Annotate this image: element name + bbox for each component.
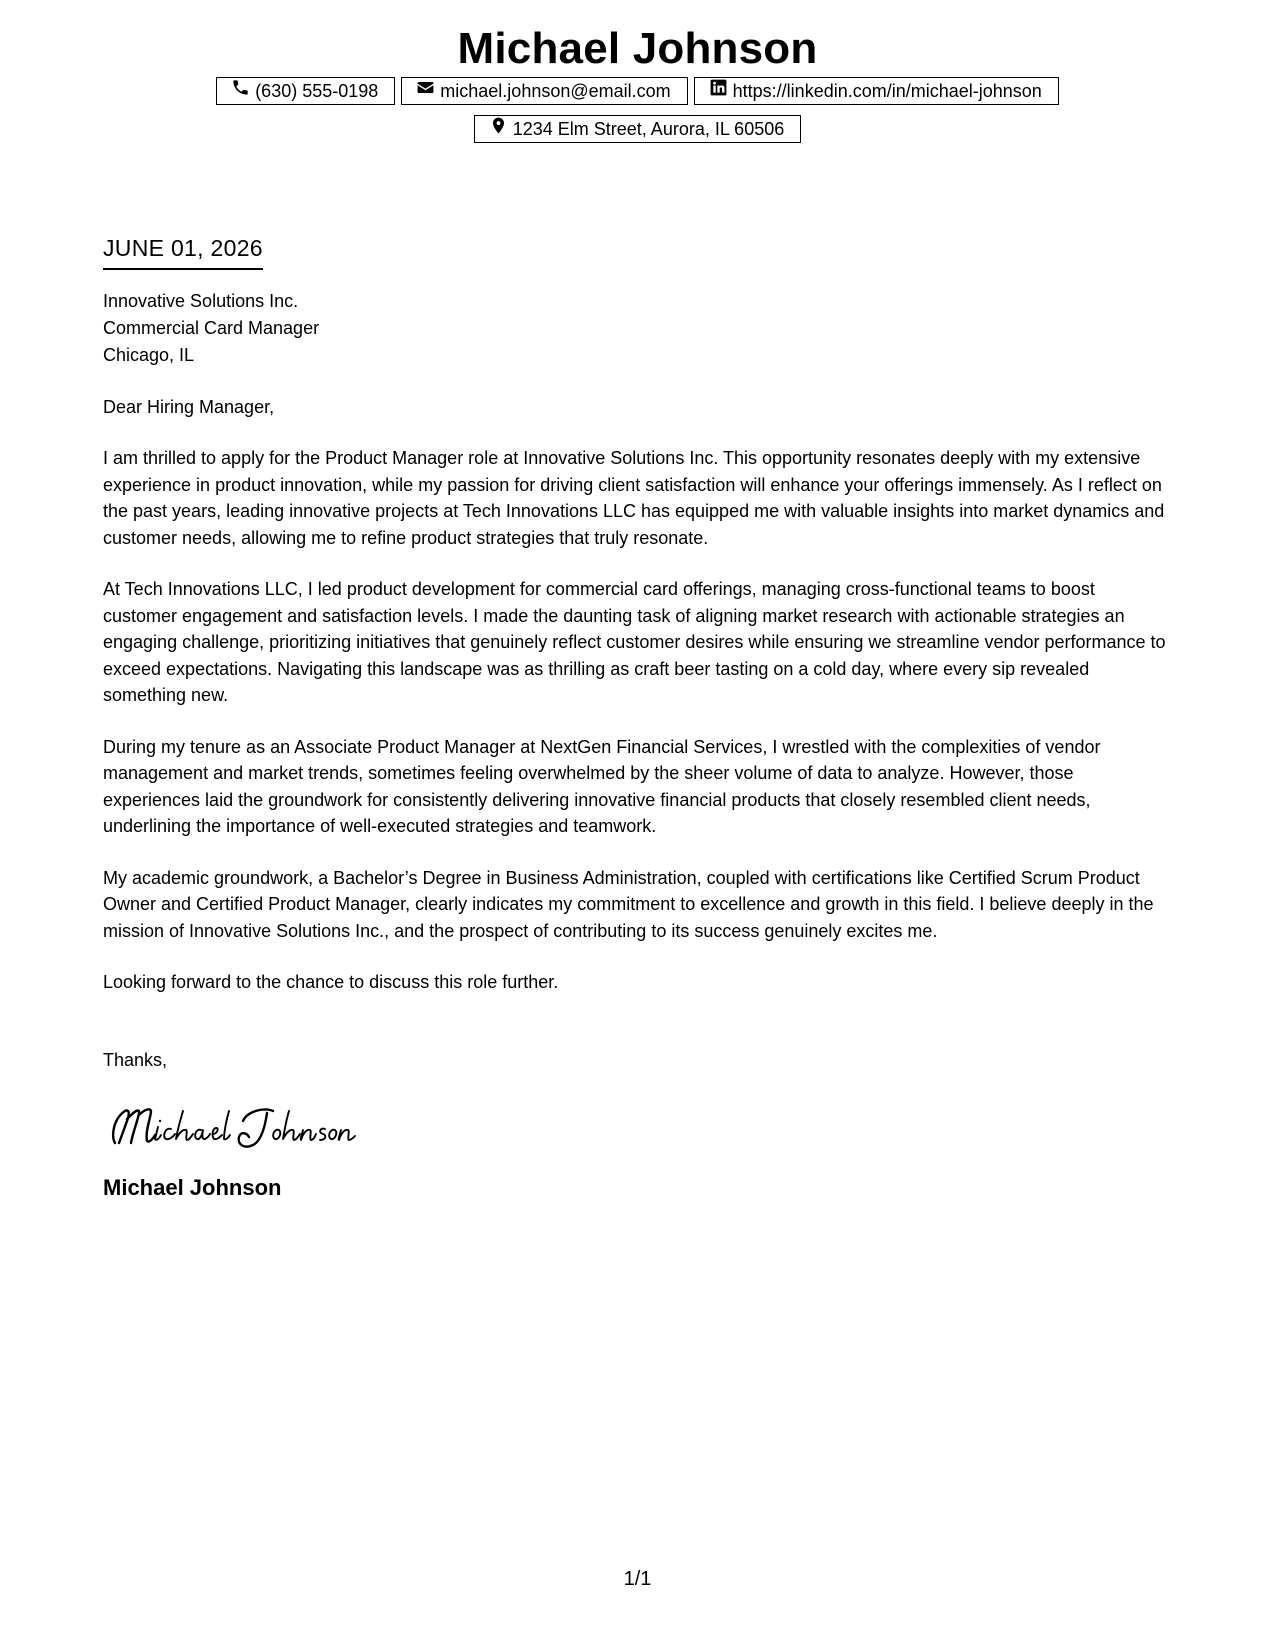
- linkedin-icon: [709, 78, 728, 104]
- letter-body: [103, 234, 1173, 1203]
- contact-row-1: [0, 77, 1275, 107]
- email-chip[interactable]: [401, 77, 687, 105]
- page-indicator: 1/1: [623, 1568, 652, 1590]
- linkedin-chip[interactable]: [694, 77, 1059, 105]
- phone-icon: [231, 78, 250, 104]
- body-paragraph-3: During my tenure as an Associate Product Manager at NextGen Financial Services, I wrestled with the complexities of vendor management and market trends, sometimes feeling overwhelmed by the sheer volume of data to analyze. However, those experiences laid the groundwork for consistently delivering innovative financial products that closely resembled client needs, underlining the importance of well-executed strategies and teamwork.: [103, 736, 1101, 836]
- body-paragraph-4: My academic groundwork, a Bachelor’s Degree in Business Administration, coupled with certifications like Certified Scrum Product Owner and Certified Product Manager, clearly indicates my commitment to excellence and growth in this field. I believe deeply in the mission of Innovative Solutions Inc., and the prospect of contributing to its success genuinely excites me.: [103, 867, 1154, 941]
- recipient-title: Commercial Card Manager: [103, 318, 320, 338]
- recipient-company: Innovative Solutions Inc.: [103, 291, 299, 311]
- letter-date: JUNE 01, 2026: [103, 235, 263, 261]
- recipient-block: [103, 288, 1173, 369]
- recipient-location: Chicago, IL: [103, 345, 195, 365]
- closing-line: Looking forward to the chance to discuss this role further.: [103, 972, 559, 992]
- body-paragraph-2: At Tech Innovations LLC, I led product development for commercial card offerings, managing cross-functional teams to boost customer engagement and satisfaction levels. I made the daunting task of aligning market research with actionable strategies an engaging challenge, prioritizing initiatives that genuinely reflect customer desires while ensuring we streamline vendor performance to exceed expectations. Navigating this landscape was as thrilling as craft beer tasting on a cold day, where every sip revealed something new.: [103, 579, 1166, 705]
- contact-info: [0, 77, 1275, 145]
- signer-name: Michael Johnson: [103, 1175, 282, 1200]
- envelope-icon: [416, 78, 435, 104]
- contact-row-2: [0, 115, 1275, 145]
- letter-header: [0, 0, 1275, 145]
- salutation: Dear Hiring Manager,: [103, 397, 275, 417]
- body-paragraph-1: I am thrilled to apply for the Product Manager role at Innovative Solutions Inc. This opportunity resonates deeply with my extensive experience in product innovation, while my passion for driving client satisfaction will enhance your offerings immensely. As I reflect on the past years, leading innovative projects at Tech Innovations LLC has equipped me with valuable insights into market dynamics and customer needs, allowing me to refine product strategies that truly resonate.: [103, 448, 1165, 548]
- signoff: Thanks,: [103, 1050, 168, 1070]
- applicant-name: Michael Johnson: [457, 24, 818, 73]
- address-chip: [474, 115, 802, 143]
- linkedin-link[interactable]: https://linkedin.com/in/michael-johnson: [732, 81, 1042, 101]
- address-text: 1234 Elm Street, Aurora, IL 60506: [512, 119, 785, 139]
- map-pin-icon: [489, 116, 508, 142]
- email-link[interactable]: michael.johnson@email.com: [440, 81, 671, 101]
- phone-chip: [216, 77, 395, 105]
- date-block: [103, 234, 263, 270]
- phone-text: (630) 555-0198: [255, 81, 379, 101]
- handwritten-signature: [103, 1097, 1173, 1159]
